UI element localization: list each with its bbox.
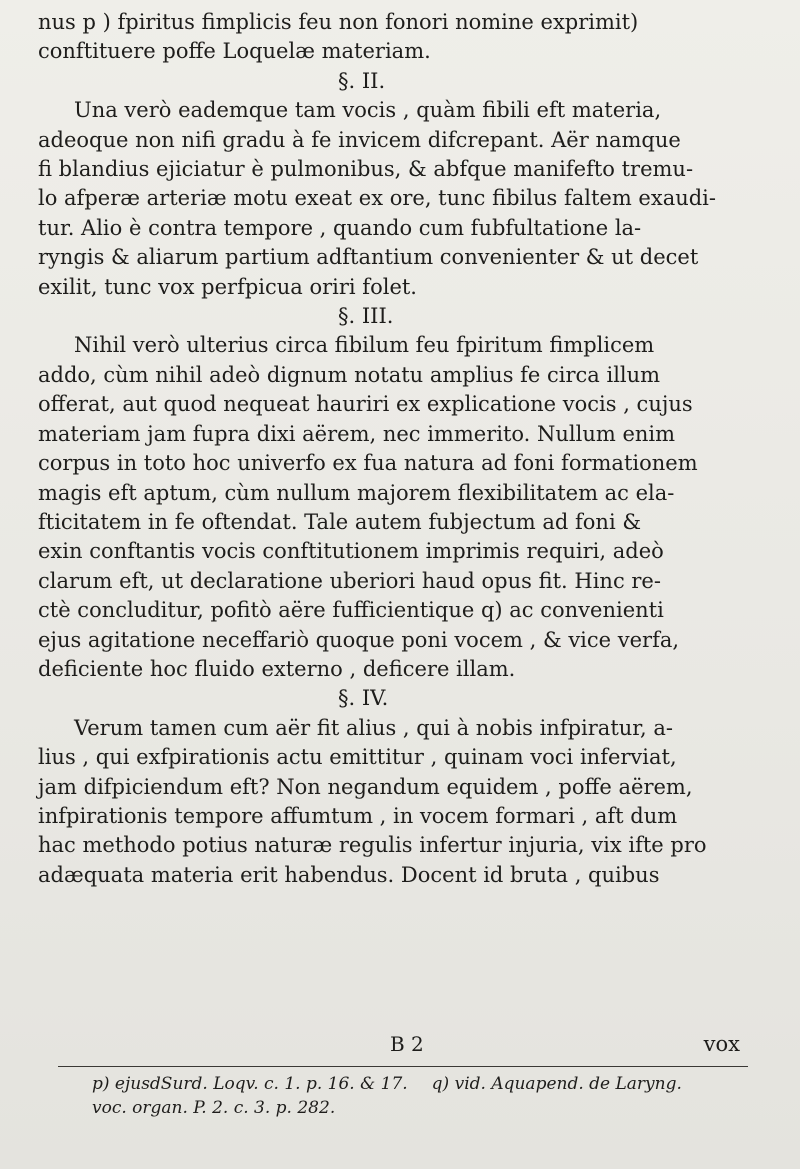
text-line: tur. Alio è contra tempore , quando cum fubfultatione la- <box>38 215 642 240</box>
text-line: hac methodo potius naturæ regulis infertur injuria, vix ifte pro <box>38 833 707 858</box>
text-line: conftituere poffe Loquelæ materiam. <box>38 39 431 64</box>
text-line: adæquata materia erit habendus. Docent id bruta , quibus <box>38 862 660 887</box>
text-line: magis eft aptum, cùm nullum majorem flexibilitatem ac ela- <box>38 480 675 505</box>
section-heading-4: §. IV. <box>338 686 389 711</box>
text-line: clarum eft, ut declaratione uberiori haud opus fit. Hinc re- <box>38 568 661 593</box>
text-line: lo afperæ arteriæ motu exeat ex ore, tunc fibilus faltem exaudi- <box>38 186 716 211</box>
text-line: exin conftantis vocis conftitutionem imprimis requiri, adeò <box>38 539 664 564</box>
text-line: lius , qui exfpirationis actu emittitur , quinam voci inferviat, <box>38 745 677 770</box>
text-line: fticitatem in fe oftendat. Tale autem fubjectum ad foni & <box>38 509 642 534</box>
footnote-rule <box>58 1066 748 1067</box>
text-line: jam difpiciendum eft? Non negandum equidem , poffe aërem, <box>38 774 693 799</box>
text-line: nus p ) fpiritus fimplicis feu non fonori nomine exprimit) <box>38 10 639 34</box>
text-line: addo, cùm nihil adeò dignum notatu amplius fe circa illum <box>38 362 661 387</box>
text-line: Verum tamen cum aër fit alius , qui à nobis infpiratur, a- <box>74 715 673 740</box>
text-line: corpus in toto hoc univerfo ex fua natura ad foni formationem <box>38 451 698 476</box>
text-line: infpirationis tempore affumtum , in vocem formari , aft dum <box>38 803 678 828</box>
text-line: ctè concluditur, pofitò aëre fufficientique q) ac convenienti <box>38 598 664 623</box>
signature-mark: B 2 <box>390 1032 424 1056</box>
body-text <box>38 8 778 890</box>
text-line: Nihil verò ulterius circa fibilum feu fpiritum fimplicem <box>74 333 655 358</box>
text-line: ejus agitatione neceffariò quoque poni vocem , & vice verfa, <box>38 627 680 652</box>
footnotes <box>92 1072 772 1120</box>
text-line: materiam jam fupra dixi aërem, nec immerito. Nullum enim <box>38 421 676 446</box>
text-line: Una verò eademque tam vocis , quàm fibili eft materia, <box>74 98 662 123</box>
text-line: exilit, tunc vox perfpicua oriri folet. <box>38 274 417 299</box>
footnote-q: q) vid. Aquapend. de Laryng. <box>431 1074 682 1094</box>
section-heading-3: §. III. <box>338 304 394 329</box>
text-line: ryngis & aliarum partium adftantium convenienter & ut decet <box>38 245 699 270</box>
footnote-continuation: voc. organ. P. 2. c. 3. p. 282. <box>92 1098 336 1118</box>
text-line: deficiente hoc fluido externo , deficere illam. <box>38 656 516 681</box>
footnote-p: p) ejusdSurd. Loqv. c. 1. p. 16. & 17. <box>92 1074 408 1094</box>
text-line: offerat, aut quod nequeat hauriri ex explicatione vocis , cujus <box>38 392 693 417</box>
section-heading-2: §. II. <box>338 68 386 93</box>
text-line: fi blandius ejiciatur è pulmonibus, & abfque manifefto tremu- <box>38 157 694 182</box>
catchword: vox <box>703 1032 740 1056</box>
text-line: adeoque non nifi gradu à fe invicem difcrepant. Aër namque <box>38 127 681 152</box>
footnote-row <box>92 1072 772 1096</box>
